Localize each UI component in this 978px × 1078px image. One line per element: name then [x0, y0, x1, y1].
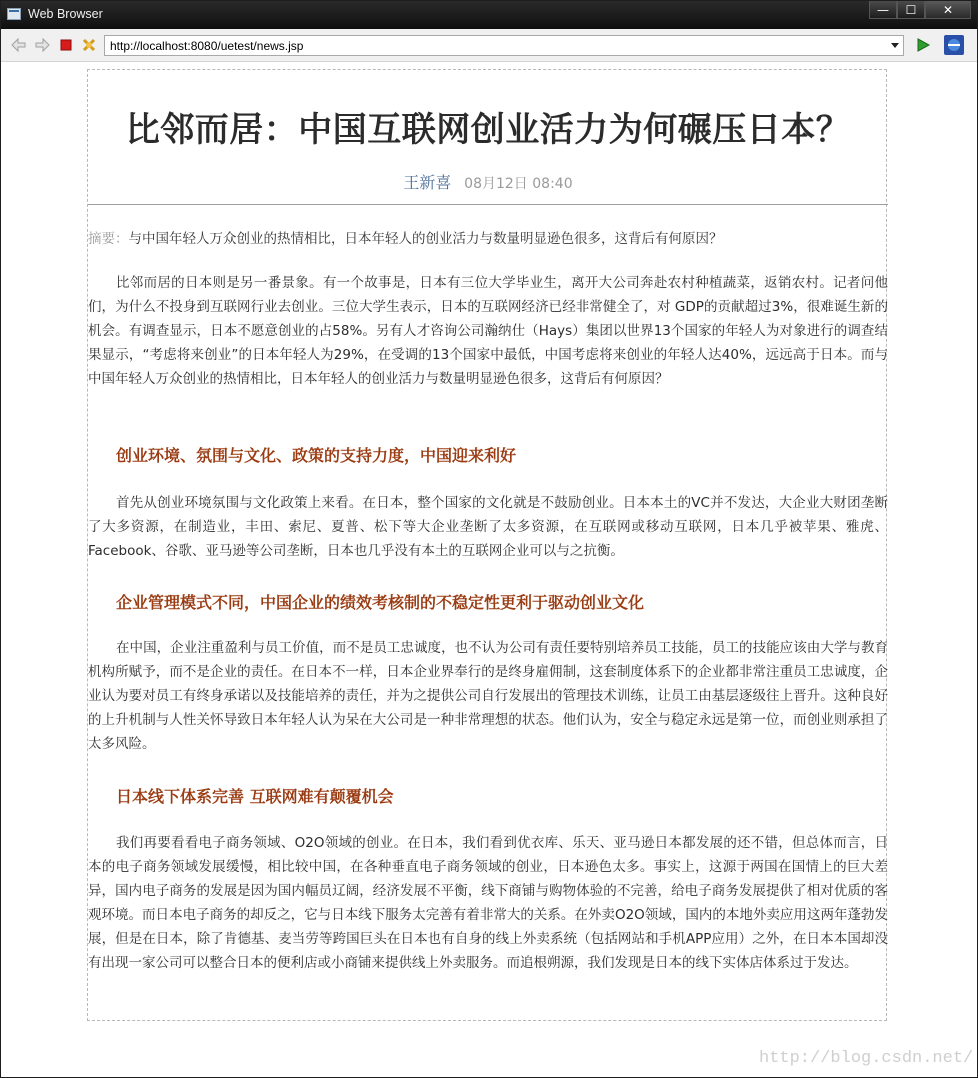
- go-icon[interactable]: [915, 37, 931, 53]
- title-bar[interactable]: [1, 1, 977, 29]
- section-heading-3: 日本线下体系完善 互联网难有颠覆机会: [116, 787, 394, 806]
- paragraph-4: 我们再要看看电子商务领域、O2O领域的创业。在日本，我们看到优衣库、乐天、亚马逊日本都发展的还不错，但总体而言，日本的电子商务领域发展缓慢，相比较中国，在各种垂直电子商务领域的创业，日本逊色太多。事实上，这源于两国在国情上的巨大差异，国内电子商务的发展是因为国内幅员辽阔，经济发展不平衡，线下商铺与购物体验的不完善，给电子商务发展提供了相对优质的客观环境。而日本电子商务的却反之，它与日本线下服务太完善有着非常大的关系。在外卖O2O领域，国内的本地外卖应用这两年蓬勃发展，但是在日本，除了肯德基、麦当劳等跨国巨头在日本也有自身的线上外卖系统（包括网站和手机APP应用）之外，在日本本国却没有出现一家公司可以整合日本的便利店或小商铺来提供线上外卖服务。而追根朔源，我们发现是日本的线下实体店体系过于发达。: [88, 835, 888, 971]
- app-icon: [7, 8, 21, 20]
- publish-date: 08月12日 08:40: [464, 176, 573, 192]
- back-icon[interactable]: [11, 37, 27, 53]
- article-summary: [88, 227, 888, 247]
- paragraph-2: 首先从创业环境氛围与文化政策上来看。在日本，整个国家的文化就是不鼓励创业。日本本土的VC并不发达，大企业大财团垄断了大多资源，在制造业，丰田、索尼、夏普、松下等大企业垄断了太多资源，在互联网或移动互联网，日本几乎被苹果、雅虎、Facebook、谷歌、亚马逊等公司垄断，日本也几乎没有本土的互联网企业可以与之抗衡。: [88, 495, 888, 559]
- author-link[interactable]: 王新喜: [403, 173, 452, 192]
- page-content: [1, 62, 977, 1077]
- refresh-icon[interactable]: [81, 37, 97, 53]
- summary-text: 与中国年轻人万众创业的热情相比，日本年轻人的创业活力与数量明显逊色很多，这背后有何原因？: [128, 231, 723, 247]
- window-title: Web Browser: [28, 7, 103, 21]
- section-heading-1: 创业环境、氛围与文化、政策的支持力度，中国迎来利好: [116, 446, 517, 465]
- paragraph-3: 在中国，企业注重盈利与员工价值，而不是员工忠诚度，也不认为公司有责任要特别培养员工技能，员工的技能应该由大学与教育机构所赋予，而不是企业的责任。在日本不一样，日本企业界奉行的是终身雇佣制，这套制度体系下的企业都非常注重员工忠诚度，企业认为要对员工有终身承诺以及技能培养的责任，并为之提供公司自行发展出的管理技术训练，让员工由基层逐级往上晋升。这种良好的上升机制与人性关怀导致日本年轻人认为呆在大公司是一种非常理想的状态。他们认为，安全与稳定永远是第一位，而创业则承担了太多风险。: [88, 640, 888, 752]
- title-divider: [88, 204, 888, 205]
- window-controls: [869, 1, 971, 21]
- maximize-button[interactable]: ☐: [897, 1, 925, 19]
- section-heading-2: 企业管理模式不同，中国企业的绩效考核制的不稳定性更利于驱动创业文化: [116, 593, 645, 612]
- close-button[interactable]: ✕: [925, 1, 971, 19]
- address-dropdown-icon[interactable]: [891, 43, 899, 48]
- article-meta: [88, 170, 888, 193]
- minimize-button[interactable]: —: [869, 1, 897, 19]
- summary-label: 摘要：: [88, 231, 129, 247]
- address-bar[interactable]: [104, 35, 904, 56]
- paragraph-1: 比邻而居的日本则是另一番景象。有一个故事是，日本有三位大学毕业生，离开大公司奔赴农村种植蔬菜，返销农村。记者问他们，为什么不投身到互联网行业去创业。三位大学生表示，日本的互联网经济已经非常健全了，对 GDP的贡献超过3%，很难诞生新的机会。有调查显示，日本不愿意创业的占58%。另有人才咨询公司瀚纳仕（Hays）集团以世界13个国家的年轻人为对象进行的调查结果显示，“考虑将来创业”的日本年轻人为29%，在受调的13个国家中最低，中国考虑将来创业的年轻人达40%，远远高于日本。而与中国年轻人万众创业的热情相比，日本年轻人的创业活力与数量明显逊色很多，这背后有何原因？: [88, 275, 888, 387]
- browser-logo-icon[interactable]: [944, 35, 964, 55]
- address-input[interactable]: http://localhost:8080/uetest/news.jsp: [110, 39, 304, 53]
- forward-icon[interactable]: [34, 37, 50, 53]
- navigation-toolbar: [1, 29, 977, 62]
- article-title: 比邻而居：中国互联网创业活力为何碾压日本？: [125, 111, 851, 149]
- stop-icon[interactable]: [58, 37, 74, 53]
- article: [87, 69, 887, 1021]
- watermark: http://blog.csdn.net/: [759, 1049, 974, 1068]
